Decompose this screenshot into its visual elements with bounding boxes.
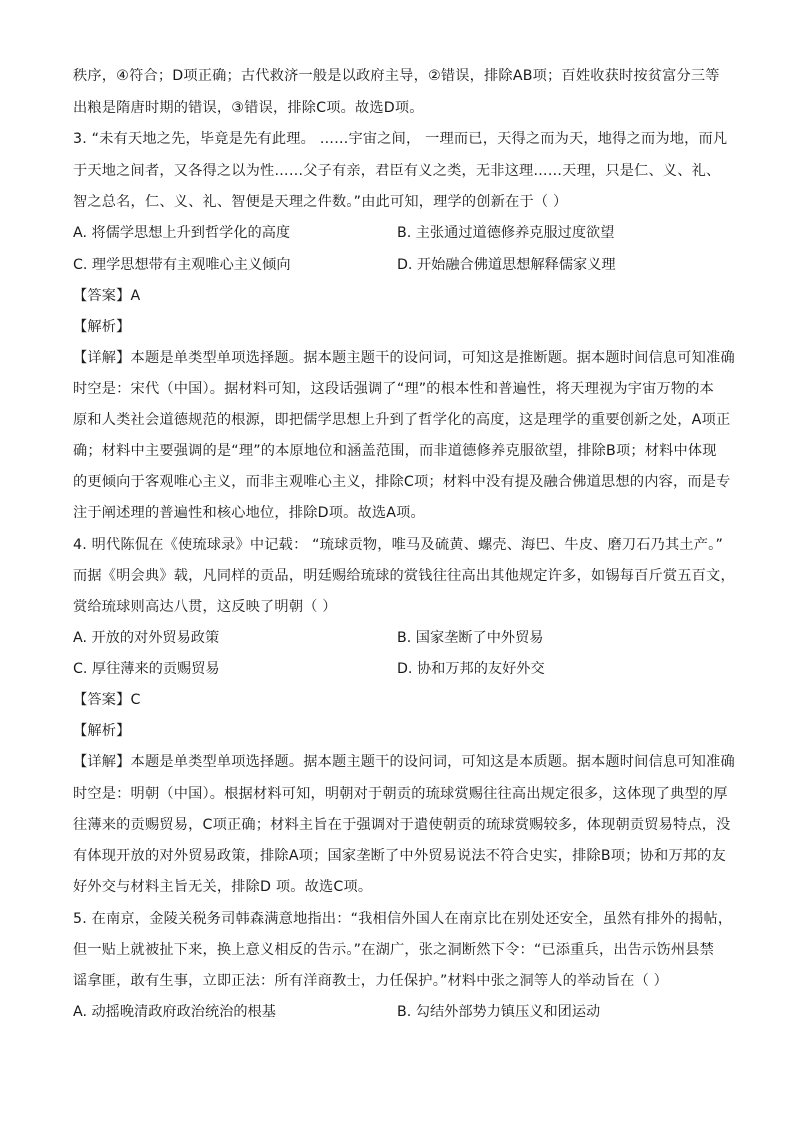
q5-stem-line-2: 但一贴上就被扯下来，换上意义相反的告示。”在湖广，张之洞断然下令：“已添重兵，出告示饬州县禁 [73, 942, 715, 958]
q3-option-d: D. 开始融合佛道思想解释儒家义理 [397, 257, 616, 273]
q4-answer: 【答案】C [73, 692, 141, 708]
q4-stem-line-1: 4. 明代陈侃在《使琉球录》中记载： “琉球贡物，唯马及硫黄、螺壳、海巴、牛皮、磨刀石乃其土产。” [73, 537, 724, 553]
q4-detail-line-2: 时空是：明朝（中国）。根据材料可知，明朝对于朝贡的琉球赏赐往往高出规定很多，这体现了典型的厚 [73, 786, 728, 802]
q3-detail-line-1: 【详解】本题是单类型单项选择题。据本题主题干的设问词，可知这是推断题。据本题时间信息可知准确 [73, 350, 735, 366]
q5-option-a: A. 动摇晚清政府政治统治的根基 [73, 1004, 276, 1020]
q4-analysis-label: 【解析】 [73, 723, 131, 739]
q4-option-d: D. 协和万邦的友好外交 [397, 661, 545, 677]
q4-detail-line-3: 往薄来的贡赐贸易，C项正确；材料主旨在于强调对于遣使朝贡的琉球赏赐较多，体现朝贡贸易特点，没 [73, 817, 731, 833]
q3-stem-line-3: 智之总名，仁、义、礼、智便是天理之件数。”由此可知，理学的创新在于（ ） [73, 194, 568, 210]
q5-option-b: B. 勾结外部势力镇压义和团运动 [397, 1004, 601, 1020]
q3-detail-line-3: 原和人类社会道德规范的根源，即把儒学思想上升到了哲学化的高度，这是理学的重要创新之处，A项正 [73, 412, 731, 428]
prev-answer-line-1: 秩序，④符合；D项正确；古代救济一般是以政府主导，②错误，排除AB项；百姓收获时按贫富分三等 [73, 68, 720, 84]
q3-stem-line-1: 3. “未有天地之先，毕竟是先有此理。 ……宇宙之间， 一理而已，天得之而为天，地得之而为地，而凡 [73, 131, 728, 147]
q3-option-c: C. 理学思想带有主观唯心主义倾向 [73, 257, 291, 273]
q5-stem-line-1: 5. 在南京，金陵关税务司韩森满意地指出：“我相信外国人在南京比在别处还安全，虽然有排外的揭帖， [73, 911, 733, 927]
q4-detail-line-5: 好外交与材料主旨无关，排除D 项。故选C项。 [73, 879, 373, 895]
q3-analysis-label: 【解析】 [73, 319, 131, 335]
q3-detail-line-4: 确；材料中主要强调的是“理”的本原地位和涵盖范围，而非道德修养克服欲望，排除B项；材料中体现 [73, 443, 717, 459]
q3-answer: 【答案】A [73, 288, 141, 304]
q5-stem-line-3: 谣拿匪，敢有生事，立即正法：所有洋商教士，力任保护。”材料中张之洞等人的举动旨在（ ） [73, 973, 669, 989]
q4-detail-line-1: 【详解】本题是单类型单项选择题。据本题主题干的设问词，可知这是本质题。据本题时间信息可知准确 [73, 754, 735, 770]
prev-answer-line-2: 出粮是隋唐时期的错误，③错误，排除C项。故选D项。 [73, 100, 424, 116]
q3-detail-line-2: 时空是：宋代（中国）。据材料可知，这段话强调了“理”的根本性和普遍性，将天理视为宇宙万物的本 [73, 381, 715, 397]
q4-stem-line-2: 而据《明会典》载，凡同样的贡品，明廷赐给琉球的赏钱往往高出其他规定许多，如锡每百斤赏五百文， [73, 568, 735, 584]
q4-stem-line-3: 赏给琉球则高达八贯，这反映了明朝（ ） [73, 599, 337, 615]
q3-option-a: A. 将儒学思想上升到哲学化的高度 [73, 225, 291, 241]
q3-detail-line-6: 注于阐述理的普遍性和核心地位，排除D项。故选A项。 [73, 505, 425, 521]
q4-detail-line-4: 有体现开放的对外贸易政策，排除A项；国家垄断了中外贸易说法不符合史实，排除B项；协和万邦的友 [73, 848, 726, 864]
q3-detail-line-5: 的更倾向于客观唯心主义，而非主观唯心主义，排除C项；材料中没有提及融合佛道思想的内容，而是专 [73, 474, 731, 490]
q3-option-b: B. 主张通过道德修养克服过度欲望 [397, 225, 615, 241]
q4-option-c: C. 厚往薄来的贡赐贸易 [73, 661, 220, 677]
q4-option-a: A. 开放的对外贸易政策 [73, 630, 220, 646]
q3-stem-line-2: 于天地之间者，又各得之以为性……父子有亲，君臣有义之类，无非这理……天理，只是仁、义、礼、 [73, 163, 721, 179]
q4-option-b: B. 国家垄断了中外贸易 [397, 630, 544, 646]
